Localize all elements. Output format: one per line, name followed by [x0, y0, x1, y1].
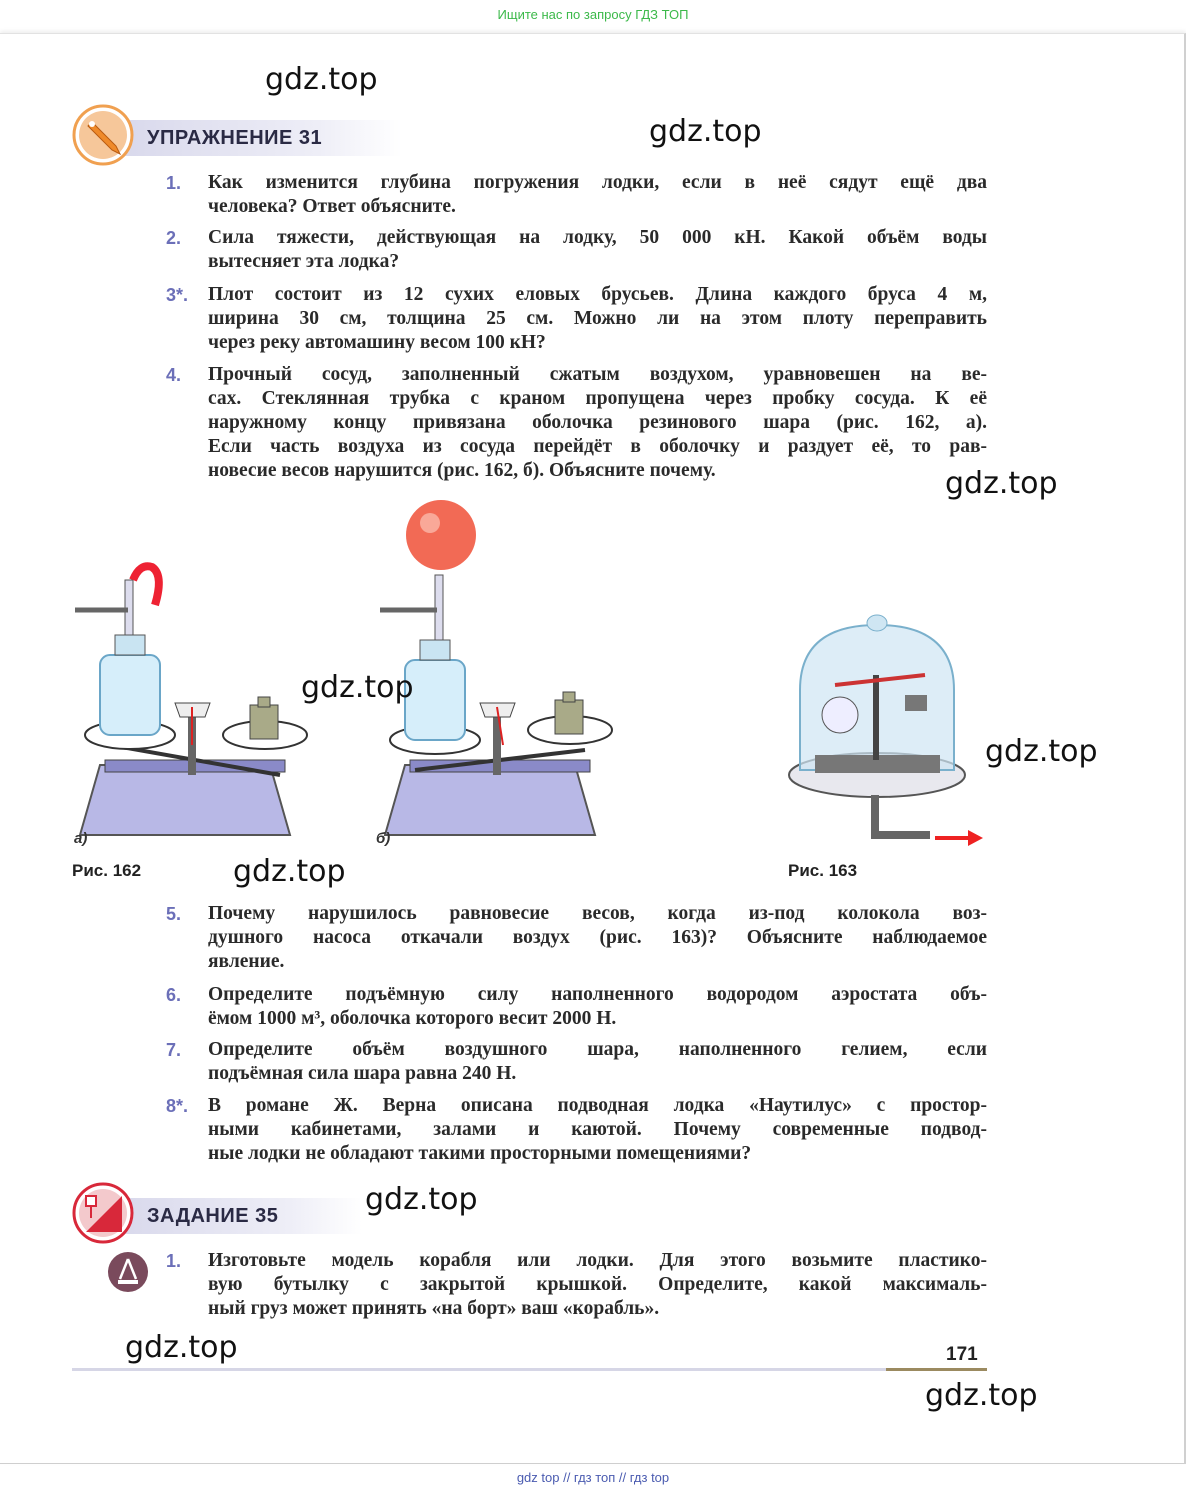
- watermark: gdz.top: [649, 114, 762, 149]
- exercise-item: 4. Прочный сосуд, заполненный сжатым воздухом, уравновешен на ве- сах. Стеклянная трубка с краном пропущена через пробку сосуда. К её наружному концу привязана оболочка резинового шара (рис. 162, а). Если часть воздуха из сосуда перейдёт в оболочку и раздует её, то рав- новесие весов нарушится (рис. 162, б). Объясните почему.: [166, 364, 987, 481]
- exercise-item: 5. Почему нарушилось равновесие весов, когда из-под колокола воз- душного насоса откачали воздух (рис. 163)? Объясните наблюдаемое явление.: [166, 903, 987, 972]
- figure-163-caption: Рис. 163: [788, 861, 858, 880]
- task-header: [72, 1196, 278, 1236]
- subfig-b-label: б): [376, 830, 391, 847]
- exercise-item: 3*. Плот состоит из 12 сухих еловых брусьев. Длина каждого бруса 4 м, ширина 30 см, толщина 25 см. Можно ли на этом плоту переправить через реку автомашину весом 100 кН?: [166, 284, 987, 353]
- subfig-a-label: а): [74, 830, 88, 847]
- exercise-item: 8*. В романе Ж. Верна описана подводная лодка «Наутилус» с простор- ными кабинетами, залами и каютой. Почему современные подвод- ные лодки не обладают такими просторными помещениями?: [166, 1095, 987, 1164]
- figure-162-caption: Рис. 162: [72, 861, 142, 880]
- figure-163-bell-jar: [785, 610, 995, 850]
- bottom-note: gdz top // гдз топ // гдз top: [516, 1470, 670, 1485]
- watermark: gdz.top: [985, 734, 1098, 769]
- scale-b: [380, 500, 612, 835]
- exercise-item: 1. Как изменится глубина погружения лодки, если в неё сядут ещё два человека? Ответ объясните.: [166, 172, 987, 217]
- pencil-icon: [72, 104, 134, 166]
- top-note: Ищите нас по запросу ГДЗ ТОП: [497, 7, 689, 22]
- exercise-title: УПРАЖНЕНИЕ 31: [147, 126, 323, 149]
- task-item: 1. Изготовьте модель корабля или лодки. Для этого возьмите пластико- вую бутылку с закрытой крышкой. Определите, какой максималь- ный груз может принять «на борт» ваш «корабль».: [166, 1250, 987, 1319]
- task-title: ЗАДАНИЕ 35: [147, 1204, 279, 1227]
- watermark: gdz.top: [265, 62, 378, 97]
- exercise-header: [72, 118, 322, 158]
- watermark: gdz.top: [925, 1378, 1038, 1413]
- footer-rule: [72, 1368, 987, 1371]
- diagram-triangle-icon: [72, 1182, 134, 1244]
- compass-icon: [107, 1251, 149, 1293]
- watermark: gdz.top: [301, 670, 414, 705]
- watermark: gdz.top: [233, 854, 346, 889]
- watermark: gdz.top: [945, 466, 1058, 501]
- exercise-item: 7. Определите объём воздушного шара, наполненного гелием, если подъёмная сила шара равна 240 Н.: [166, 1039, 987, 1084]
- exercise-item: 2. Сила тяжести, действующая на лодку, 50 000 кН. Какой объём воды вытесняет эта лодка?: [166, 227, 987, 272]
- scale-a: [75, 566, 307, 835]
- footer-rule-accent: [886, 1368, 987, 1371]
- watermark: gdz.top: [365, 1182, 478, 1217]
- exercise-item: 6. Определите подъёмную силу наполненного водородом аэростата объ- ёмом 1000 м³, оболочка которого весит 2000 Н.: [166, 984, 987, 1029]
- page-number: 171: [946, 1344, 978, 1365]
- watermark: gdz.top: [125, 1330, 238, 1365]
